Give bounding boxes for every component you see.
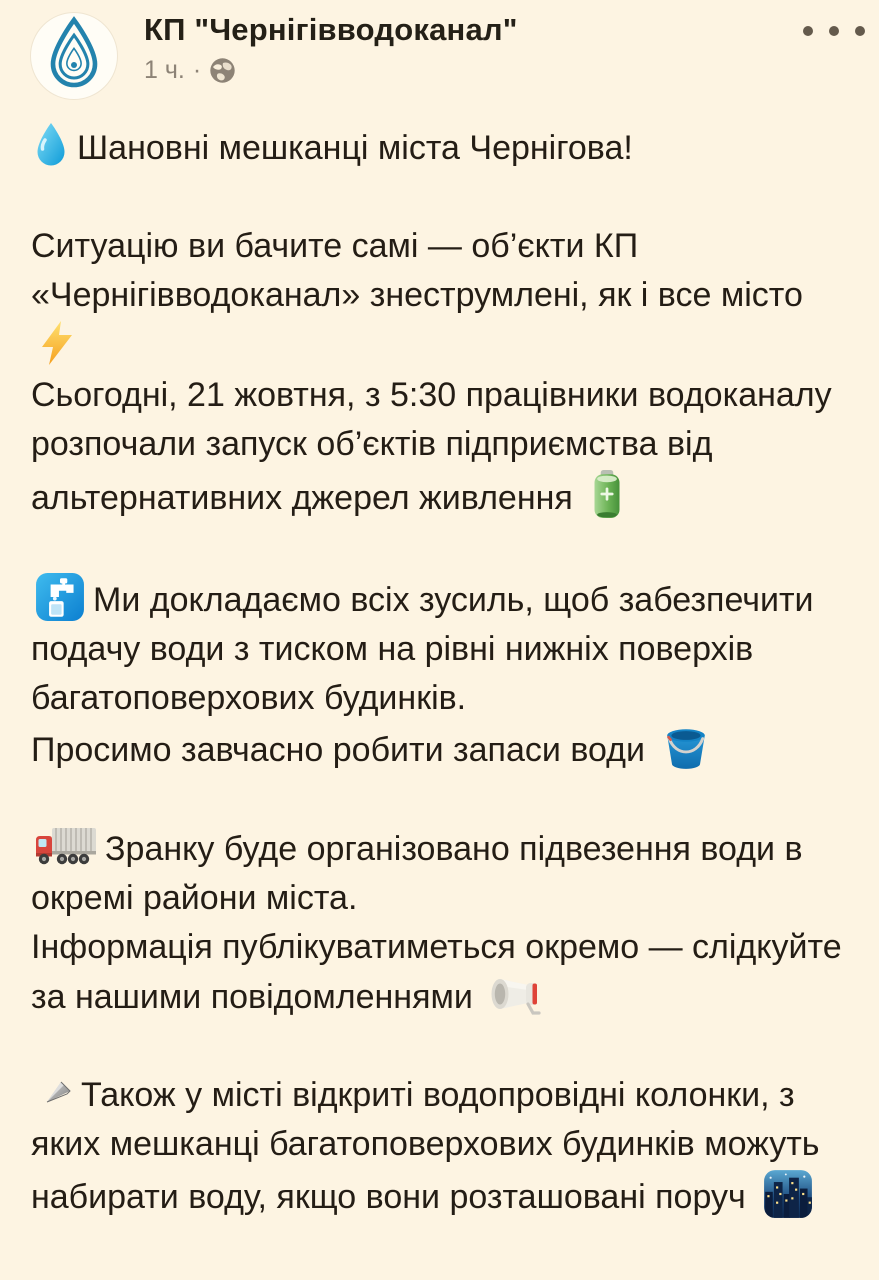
post-paragraph: Ми докладаємо всіх зусиль, щоб забезпечити подачу води з тиском на рівні нижніх поверхів багатоповерхових будинків. Просимо завчасно робити запаси води xyxy=(31,572,845,775)
page-avatar[interactable] xyxy=(30,12,118,100)
post-content xyxy=(0,108,879,1222)
post-meta xyxy=(144,56,879,85)
pushpin-emoji xyxy=(43,1078,73,1108)
globe-icon xyxy=(209,57,236,84)
night-city-emoji xyxy=(763,1169,813,1219)
ellipsis-icon xyxy=(803,26,813,36)
post-header xyxy=(0,0,879,108)
post-paragraph: Також у місті відкриті водопровідні колонки, з яких мешканці багатоповерхових будинків можуть набирати воду, якщо вони розташовані поруч xyxy=(31,1071,845,1222)
post-paragraph: Ситуацію ви бачите самі — об’єкти КП «Чернігівводоканал» знеструмлені, як і все місто Сьогодні, 21 жовтня, з 5:30 працівники водоканалу розпочали запуск об’єктів підприємства від альтернативних джерел живлення xyxy=(31,227,832,517)
ellipsis-icon xyxy=(855,26,865,36)
lorry-emoji xyxy=(35,824,97,866)
high-voltage-emoji xyxy=(37,320,77,366)
bucket-emoji xyxy=(662,723,710,771)
water-drop-spiral-logo-icon xyxy=(42,16,106,97)
droplet-emoji xyxy=(35,122,67,166)
meta-separator: · xyxy=(192,56,202,84)
potable-water-emoji xyxy=(35,572,85,622)
battery-emoji xyxy=(592,469,622,519)
ellipsis-icon xyxy=(829,26,839,36)
post-paragraph: Шановні мешканці міста Чернігова! xyxy=(31,122,845,173)
post-paragraph: Зранку буде організовано підвезення води в окремі райони міста. Інформація публікуватиметься окремо — слідкуйте за нашими повідомленнями xyxy=(31,824,845,1022)
loudspeaker-emoji xyxy=(490,972,544,1018)
more-options-button[interactable] xyxy=(797,20,871,42)
timestamp[interactable]: 1 ч. xyxy=(144,56,185,84)
page-name-link[interactable]: КП "Чернігівводоканал" xyxy=(144,12,518,47)
header-text xyxy=(144,0,879,85)
